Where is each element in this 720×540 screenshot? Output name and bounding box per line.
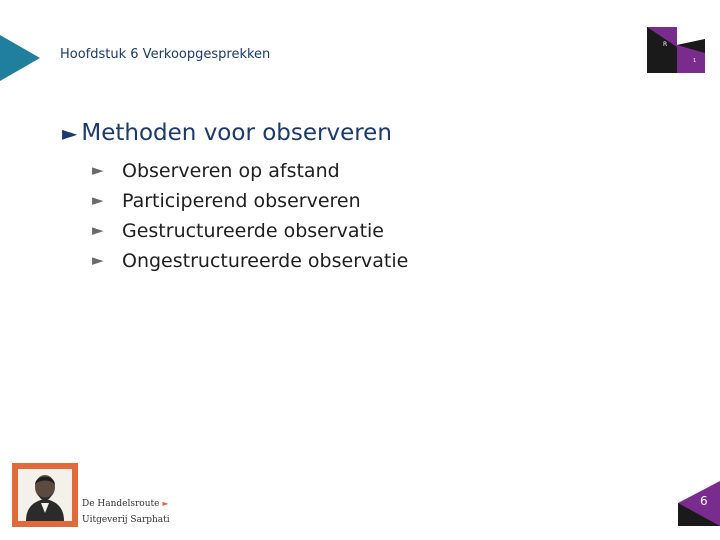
bullet-item (92, 156, 408, 186)
bullet-arrow-icon: ► (92, 251, 104, 269)
bullet-item (92, 216, 408, 246)
bullet-item (92, 186, 408, 216)
bullet-item (92, 246, 408, 276)
bullet-text: Participerend observeren (122, 190, 361, 212)
teal-arrow-icon (0, 35, 40, 81)
slide-heading (62, 120, 392, 146)
publisher-line1: De Handelsroute (82, 499, 160, 509)
publisher-logo (12, 463, 78, 527)
publisher-line2: Uitgeverij Sarphati (82, 515, 170, 525)
bullet-list (92, 156, 408, 276)
slide-heading-text: Methoden voor observeren (81, 120, 392, 146)
corner-mark-letter: R (663, 41, 668, 48)
page-number-badge-icon (678, 481, 720, 526)
bullet-text: Gestructureerde observatie (122, 220, 384, 242)
publisher-name (82, 496, 170, 528)
bullet-text: Observeren op afstand (122, 160, 340, 182)
bullet-arrow-icon: ► (92, 191, 104, 209)
page-number: 6 (700, 494, 708, 508)
corner-mark-small: 1 (693, 58, 697, 64)
bullet-arrow-icon: ► (92, 161, 104, 179)
corner-logo-icon (647, 27, 707, 77)
portrait-icon (18, 469, 72, 521)
heading-arrow-icon: ► (62, 121, 78, 145)
publisher-arrow-icon: ► (162, 499, 169, 508)
bullet-arrow-icon: ► (92, 221, 104, 239)
bullet-text: Ongestructureerde observatie (122, 250, 409, 272)
chapter-title: Hoofdstuk 6 Verkoopgesprekken (60, 47, 271, 62)
